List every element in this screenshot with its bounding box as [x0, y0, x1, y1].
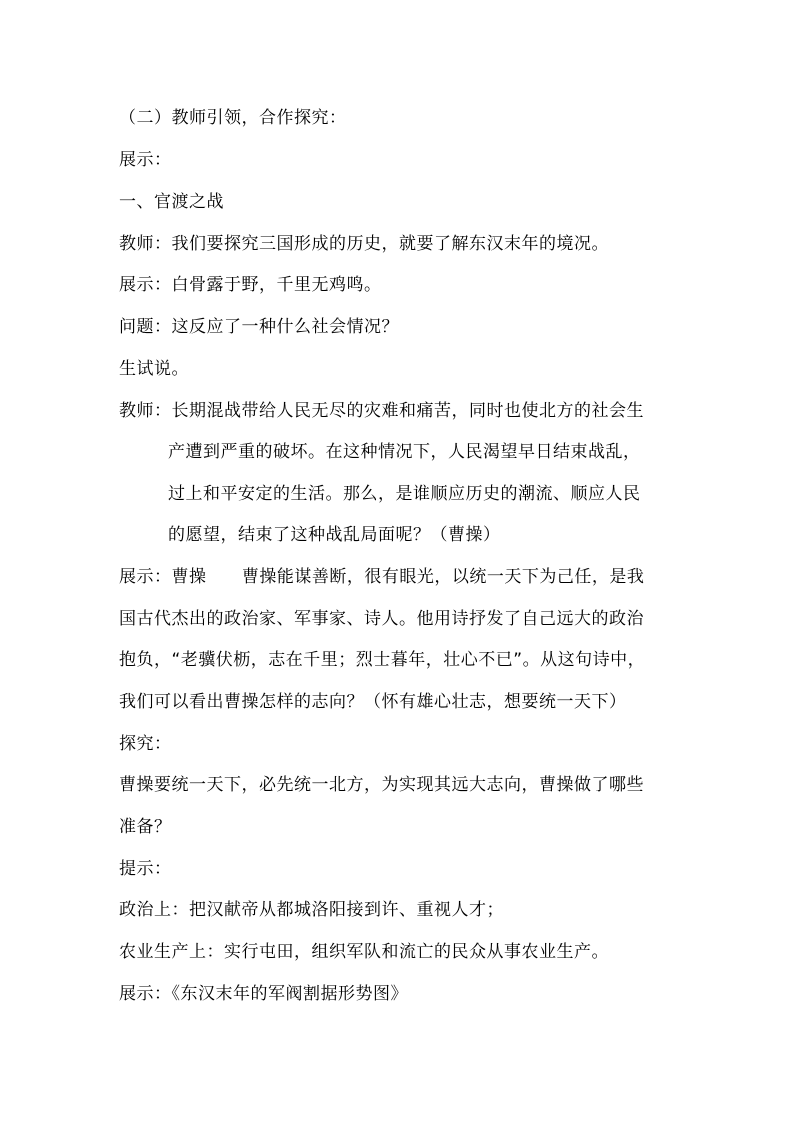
section-heading: （二）教师引领，合作探究： [119, 108, 347, 128]
text-line: 教师：我们要探究三国形成的历史，就要了解东汉末年的境况。 [119, 234, 609, 254]
text-line-indented: 产遭到严重的破坏。在这种情况下，人民渴望早日结束战乱， [168, 442, 641, 462]
text-line: 展示：《东汉末年的军阀割据形势图》 [119, 984, 408, 1004]
text-line-indented: 过上和平安定的生活。那么，是谁顺应历史的潮流、顺应人民 [168, 484, 641, 504]
text-line: 曹操要统一天下，必先统一北方，为实现其远大志向，曹操做了哪些 [119, 775, 644, 795]
text-line: 问题：这反应了一种什么社会情况？ [119, 317, 399, 337]
text-line: 教师：长期混战带给人民无尽的灾难和痛苦，同时也使北方的社会生 [119, 401, 644, 421]
text-line: 生试说。 [119, 359, 189, 379]
text-line: 准备？ [119, 817, 172, 837]
text-line: 展示：曹操 曹操能谋善断，很有眼光，以统一天下为己任，是我 [119, 567, 645, 587]
text-line: 我们可以看出曹操怎样的志向？（怀有雄心壮志，想要统一天下） [119, 692, 627, 712]
text-line: 国古代杰出的政治家、军事家、诗人。他用诗抒发了自己远大的政治 [119, 609, 644, 629]
text-line: 提示： [119, 859, 172, 879]
subsection-heading: 一、官渡之战 [119, 192, 224, 212]
text-line: 展示：白骨露于野，千里无鸡鸣。 [119, 275, 382, 295]
text-line: 展示： [119, 150, 172, 170]
text-line: 抱负，“老骥伏枥，志在千里；烈士暮年，壮心不已”。从这句诗中， [119, 650, 646, 670]
text-line: 探究： [119, 734, 172, 754]
text-line: 农业生产上：实行屯田，组织军队和流亡的民众从事农业生产。 [119, 942, 609, 962]
text-line-indented: 的愿望，结束了这种战乱局面呢？（曹操） [168, 525, 501, 545]
text-line: 政治上：把汉献帝从都城洛阳接到许、重视人才； [119, 900, 504, 920]
